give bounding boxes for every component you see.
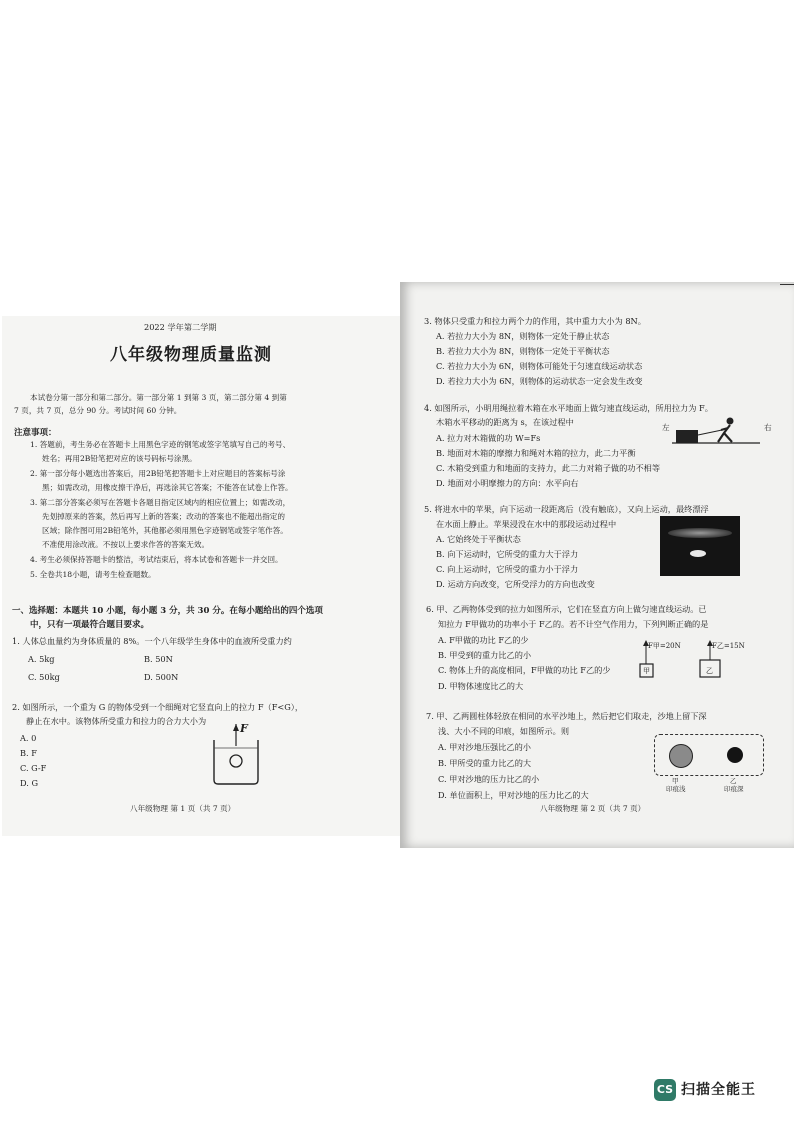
edge-mark: [780, 284, 794, 285]
q5-option-c: C. 向上运动时，它所受的重力小于浮力: [436, 564, 579, 574]
left-page: [2, 316, 400, 836]
q5-stem-1: 5. 将进水中的苹果，向下运动一段距离后（没有触底），又向上运动，最终漂浮: [424, 504, 709, 514]
note-line: 3. 第二部分答案必须写在答题卡各题目指定区域内的相应位置上；如需改动，: [30, 498, 291, 507]
q5-option-a: A. 它始终处于平衡状态: [436, 534, 521, 544]
q4-option-a: A. 拉力对木箱做的功 W=Fs: [436, 433, 541, 443]
q7-option-b: B. 甲所受的重力比乙的大: [438, 758, 532, 768]
q4-right-label: 右: [764, 423, 772, 432]
q7-option-d: D. 单位面积上，甲对沙地的压力比乙的大: [438, 790, 589, 800]
imprint-jia-label: 甲: [672, 777, 679, 785]
beaker-figure: [208, 724, 264, 786]
forces-figure: [638, 634, 758, 680]
force-jia-label: F甲=20N: [648, 642, 681, 650]
box-pulling-figure: [672, 416, 762, 446]
exam-title: 八年级物理质量监测: [110, 345, 272, 365]
q4-option-c: C. 木箱受到重力和地面的支持力，此二力对箱子做的功不相等: [436, 463, 661, 473]
note-line: 2. 第一部分每小题选出答案后，用2B铅笔把答题卡上对应题目的答案标号涂: [30, 469, 286, 478]
q4-left-label: 左: [662, 423, 670, 432]
imprint-yi-desc: 印痕深: [724, 785, 744, 793]
q6-stem-2: 知拉力 F甲做功的功率小于 F乙的。若不计空气作用力，下列判断正确的是: [438, 619, 709, 629]
section-heading-1: 一、选择题：本题共 10 小题，每小题 3 分，共 30 分。在每小题给出的四个选项: [12, 606, 323, 616]
force-label-f: F: [240, 722, 248, 735]
q1-option-c: C. 50kg: [28, 672, 60, 682]
q4-stem-2: 木箱水平移动的距离为 s，在该过程中: [436, 417, 574, 427]
q2-option-c: C. G-F: [20, 763, 47, 773]
imprint-yi: [727, 747, 743, 763]
left-page-footer: 八年级物理 第 1 页（共 7 页）: [130, 804, 236, 813]
q4-stem-1: 4. 如图所示，小明用绳拉着木箱在水平地面上做匀速直线运动，所用拉力为 F。: [424, 403, 713, 413]
q3-option-c: C. 若拉力大小为 6N，则物体可能处于匀速直线运动状态: [436, 361, 643, 371]
q2-stem-2: 静止在水中。该物体所受重力和拉力的合力大小为: [26, 716, 207, 726]
note-line: 4. 考生必须保持答题卡的整洁，考试结束后，将本试卷和答题卡一并交回。: [30, 555, 283, 564]
q5-option-d: D. 运动方向改变，它所受浮力的方向也改变: [436, 579, 595, 589]
sand-imprint-figure: [654, 734, 764, 776]
q1-stem: 1. 人体总血量约为身体质量的 8%。一个八年级学生身体中的血液所受重力约: [12, 636, 292, 646]
q3-option-b: B. 若拉力大小为 8N，则物体一定处于平衡状态: [436, 346, 610, 356]
imprint-jia-desc: 印痕浅: [666, 785, 686, 793]
q6-option-c: C. 物体上升的高度相同，F甲做的功比 F乙的少: [438, 665, 611, 675]
intro-line-2: 7 页，共 7 页，总分 90 分。考试时间 60 分钟。: [14, 406, 182, 415]
camscanner-watermark: 扫描全能王: [681, 1082, 756, 1098]
q7-stem-1: 7. 甲、乙两圆柱体轻放在相同的水平沙地上，然后把它们取走，沙地上留下深: [426, 711, 707, 721]
q6-option-a: A. F甲做的功比 F乙的少: [438, 635, 529, 645]
semester-label: 2022 学年第二学期: [144, 322, 217, 332]
apple-in-water-photo: [660, 516, 740, 576]
note-line: 5. 全卷共18小题，请考生检查题数。: [30, 570, 156, 579]
q6-stem-1: 6. 甲、乙两物体受到的拉力如图所示，它们在竖直方向上做匀速直线运动。已: [426, 604, 707, 614]
q6-option-d: D. 甲物体速度比乙的大: [438, 681, 524, 691]
camscanner-logo-icon: CS: [654, 1079, 676, 1101]
q5-option-b: B. 向下运动时，它所受的重力大于浮力: [436, 549, 579, 559]
note-line: 姓名；再用2B铅笔把对应的该号码标号涂黑。: [42, 454, 197, 463]
q2-option-a: A. 0: [20, 733, 37, 743]
imprint-yi-label: 乙: [730, 777, 737, 785]
q7-stem-2: 浅、大小不同的印痕，如图所示。则: [438, 726, 570, 736]
q5-stem-2: 在水面上静止。苹果浸没在水中的那段运动过程中: [436, 519, 617, 529]
q4-option-d: D. 地面对小明摩擦力的方向：水平向右: [436, 478, 579, 488]
q7-option-c: C. 甲对沙地的压力比乙的小: [438, 774, 540, 784]
right-page: [400, 282, 794, 848]
q2-option-d: D. G: [20, 778, 39, 788]
q2-option-b: B. F: [20, 748, 37, 758]
q7-option-a: A. 甲对沙地压强比乙的小: [438, 742, 531, 752]
q1-option-d: D. 500N: [144, 672, 179, 682]
section-heading-2: 中，只有一项最符合题目要求。: [30, 620, 150, 630]
q6-option-b: B. 甲受到的重力比乙的小: [438, 650, 532, 660]
imprint-jia: [669, 744, 693, 768]
q4-option-b: B. 地面对木箱的摩擦力和绳对木箱的拉力，此二力平衡: [436, 448, 636, 458]
right-page-footer: 八年级物理 第 2 页（共 7 页）: [540, 804, 646, 813]
q1-option-b: B. 50N: [144, 654, 173, 664]
box-jia-label: 甲: [643, 667, 650, 675]
notes-title: 注意事项：: [14, 428, 57, 438]
q3-option-d: D. 若拉力大小为 6N，则物体的运动状态一定会发生改变: [436, 376, 643, 386]
note-line: 区域；除作图可用2B铅笔外，其他都必须用黑色字迹钢笔或签字笔作答。: [42, 526, 288, 535]
q1-option-a: A. 5kg: [28, 654, 55, 664]
q3-option-a: A. 若拉力大小为 8N，则物体一定处于静止状态: [436, 331, 610, 341]
force-yi-label: F乙=15N: [712, 642, 745, 650]
note-line: 黑；如需改动，用橡皮擦干净后，再选涂其它答案；不能答在试卷上作答。: [42, 483, 293, 492]
note-line: 1. 答题前，考生务必在答题卡上用黑色字迹的钢笔或签字笔填写自己的考号、: [30, 440, 291, 449]
note-line: 不准使用涂改液。不按以上要求作答的答案无效。: [42, 540, 210, 549]
q2-stem-1: 2. 如图所示，一个重为 G 的物体受到一个细绳对它竖直向上的拉力 F（F<G），: [12, 702, 304, 712]
intro-line-1: 本试卷分第一部分和第二部分。第一部分第 1 到第 3 页，第二部分第 4 到第: [30, 393, 287, 402]
q3-stem: 3. 物体只受重力和拉力两个力的作用，其中重力大小为 8N。: [424, 316, 646, 326]
note-line: 先划掉原来的答案，然后再写上新的答案；改动的答案也不能超出指定的: [42, 512, 285, 521]
box-yi-label: 乙: [706, 667, 713, 675]
